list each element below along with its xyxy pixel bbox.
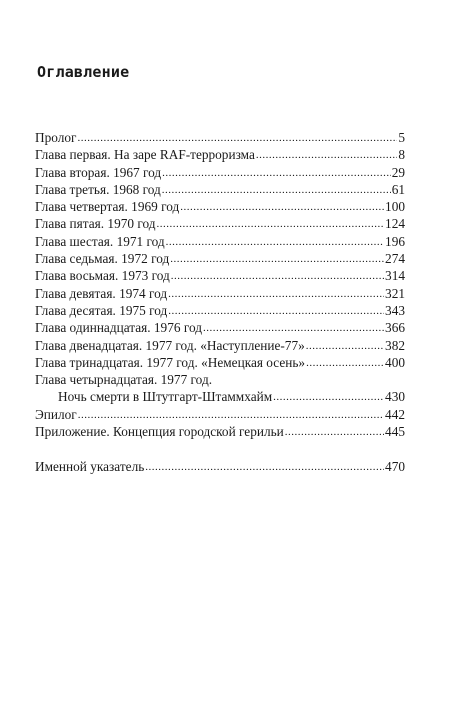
toc-entry-page: 29 (391, 164, 405, 180)
toc-entry-label: Эпилог (35, 406, 77, 422)
toc-entry-page: 445 (385, 424, 405, 440)
toc-entry-label: Глава третья. 1968 год (35, 181, 161, 197)
toc-entry-label: Глава вторая. 1967 год (35, 164, 162, 180)
toc-entry-chapter-14-subtitle (35, 388, 405, 405)
toc-entry-label: Ночь смерти в Штутгарт-Штаммхайм (58, 389, 273, 405)
toc-entry-page: 5 (398, 130, 405, 145)
toc-entry-page: 8 (398, 147, 405, 163)
toc-entry-chapter-4 (35, 198, 405, 215)
toc-entry-chapter-1 (35, 146, 405, 163)
toc-entry-page: 400 (385, 354, 405, 370)
toc-entry-prologue (35, 129, 405, 146)
table-of-contents (35, 129, 405, 475)
toc-entry-label: Глава восьмая. 1973 год (35, 268, 170, 284)
toc-entry-label: Глава четвертая. 1969 год (35, 199, 180, 215)
toc-entry-page: 343 (385, 302, 405, 318)
page-title: Оглавление (37, 63, 130, 81)
toc-entry-label: Глава шестая. 1971 год (35, 233, 165, 249)
toc-entry-label: Глава двенадцатая. 1977 год. «Наступление-77» (35, 337, 305, 353)
toc-entry-label: Глава одиннадцатая. 1976 год (35, 320, 202, 336)
toc-entry-page: 61 (391, 181, 405, 197)
toc-entry-label: Глава пятая. 1970 год (35, 216, 156, 232)
toc-entry-page: 321 (385, 285, 405, 301)
toc-entry-page: 366 (385, 320, 405, 336)
toc-entry-chapter-2 (35, 164, 405, 181)
dot-leader (306, 353, 384, 372)
toc-entry-label: Глава тринадцатая. 1977 год. «Немецкая осень» (35, 354, 306, 370)
toc-entry-chapter-10 (35, 302, 405, 319)
toc-entry-page: 470 (385, 458, 405, 474)
spacer (35, 440, 405, 457)
toc-entry-chapter-6 (35, 233, 405, 250)
dot-leader (285, 422, 384, 441)
toc-entry-chapter-9 (35, 285, 405, 302)
toc-entry-chapter-3 (35, 181, 405, 198)
toc-entry-label: Приложение. Концепция городской герильи (35, 424, 284, 440)
toc-entry-chapter-13 (35, 354, 405, 371)
toc-entry-chapter-8 (35, 267, 405, 284)
toc-entry-page: 382 (385, 337, 405, 353)
toc-entry-chapter-14 (35, 371, 405, 388)
toc-entry-label: Пролог (35, 130, 77, 145)
toc-entry-chapter-5 (35, 215, 405, 232)
toc-entry-page: 442 (385, 406, 405, 422)
toc-entry-chapter-12 (35, 337, 405, 354)
toc-entry-page: 124 (385, 216, 405, 232)
toc-entry-epilogue (35, 406, 405, 423)
toc-entry-appendix (35, 423, 405, 440)
toc-entry-label: Глава девятая. 1974 год (35, 285, 168, 301)
toc-entry-label: Глава четырнадцатая. 1977 год. (35, 372, 213, 388)
toc-entry-label: Глава седьмая. 1972 год (35, 251, 170, 267)
toc-entry-name-index (35, 458, 405, 475)
toc-entry-page: 100 (385, 199, 405, 215)
toc-entry-page: 274 (385, 251, 405, 267)
toc-entry-page: 196 (385, 233, 405, 249)
toc-entry-label: Именной указатель (35, 458, 145, 474)
toc-entry-page: 314 (385, 268, 405, 284)
toc-entry-chapter-7 (35, 250, 405, 267)
dot-leader (145, 457, 384, 476)
toc-entry-page: 430 (385, 389, 405, 405)
toc-entry-chapter-11 (35, 319, 405, 336)
toc-entry-label: Глава первая. На заре RAF-терроризма (35, 147, 255, 163)
toc-entry-label: Глава десятая. 1975 год (35, 302, 168, 318)
